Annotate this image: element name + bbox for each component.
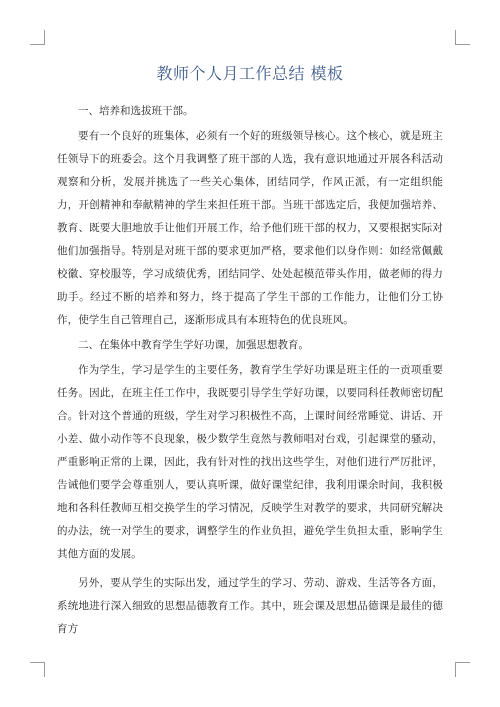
crop-mark-top-left <box>30 30 45 45</box>
crop-mark-top-right <box>455 30 470 45</box>
crop-mark-bottom-left <box>30 662 45 677</box>
section-paragraph: 要有一个良好的班集体，必须有一个好的班级领导核心。这个核心，就是班主任领导下的班委会。这个月我调整了班干部的人选，我有意识地通过开展各科活动观察和分析，发展并挑选了一些关心集体，团结同学，作风正派，有一定组织能力，开创精神和奉献精神的学生来担任班干部。当班干部选定后，我便加强培养、教育、既要大胆地放手让他们开展工作，给予他们班干部的权力，又要根据实际对他们加强指导。特别是对班干部的要求更加严格，要求他们以身作则：如经常佩戴校徽、穿校服等，学习成绩优秀，团结同学、处处起模范带头作用，做老师的得力助手。经过不断的培养和努力，终于提高了学生干部的工作能力，让他们分工协作，使学生自己管理自己，逐渐形成具有本班特色的优良班风。 <box>57 130 443 326</box>
section-heading: 二、在集体中教育学生学好功课，加强思想教育。 <box>78 339 309 351</box>
section-paragraph: 作为学生，学习是学生的主要任务，教育学生学好功课是班主任的一贡项重要任务。因此，在班主任工作中，我既要引导学生学好功课，以要同科任教师密切配合。针对这个普通的班级，学生对学习积极性不高，上课时间经常睡觉、讲话、开小差、做小动作等不良现象，极少数学生竟然与教师唱对台戏，引起课堂的骚动，严重影响正常的上课，因此，我有针对性的找出这些学生，对他们进行严厉批评，告诫他们要学会尊重别人，要认真听课，做好课堂纪律，我利用课余时间，我积极地和各科任教师互相交换学生的学习情况，反映学生对教学的要求，共同研究解决的办法，统一对学生的要求，调整学生的作业负担，避免学生负担太重，影响学生其他方面的发展。 <box>57 364 443 560</box>
document-title: 教师个人月工作总结 模板 <box>156 64 344 83</box>
section-2 <box>57 338 443 641</box>
section-paragraph: 另外，要从学生的实际出发，通过学生的学习、劳动、游戏、生活等各方面，系统地进行深入细致的思想品德教育工作。其中，班会课及思想品德课是最佳的德育方 <box>57 577 443 635</box>
section-1 <box>57 104 443 332</box>
document-page <box>57 64 443 647</box>
section-heading: 一、培养和选拔班干部。 <box>78 105 194 117</box>
crop-mark-bottom-right <box>455 662 470 677</box>
